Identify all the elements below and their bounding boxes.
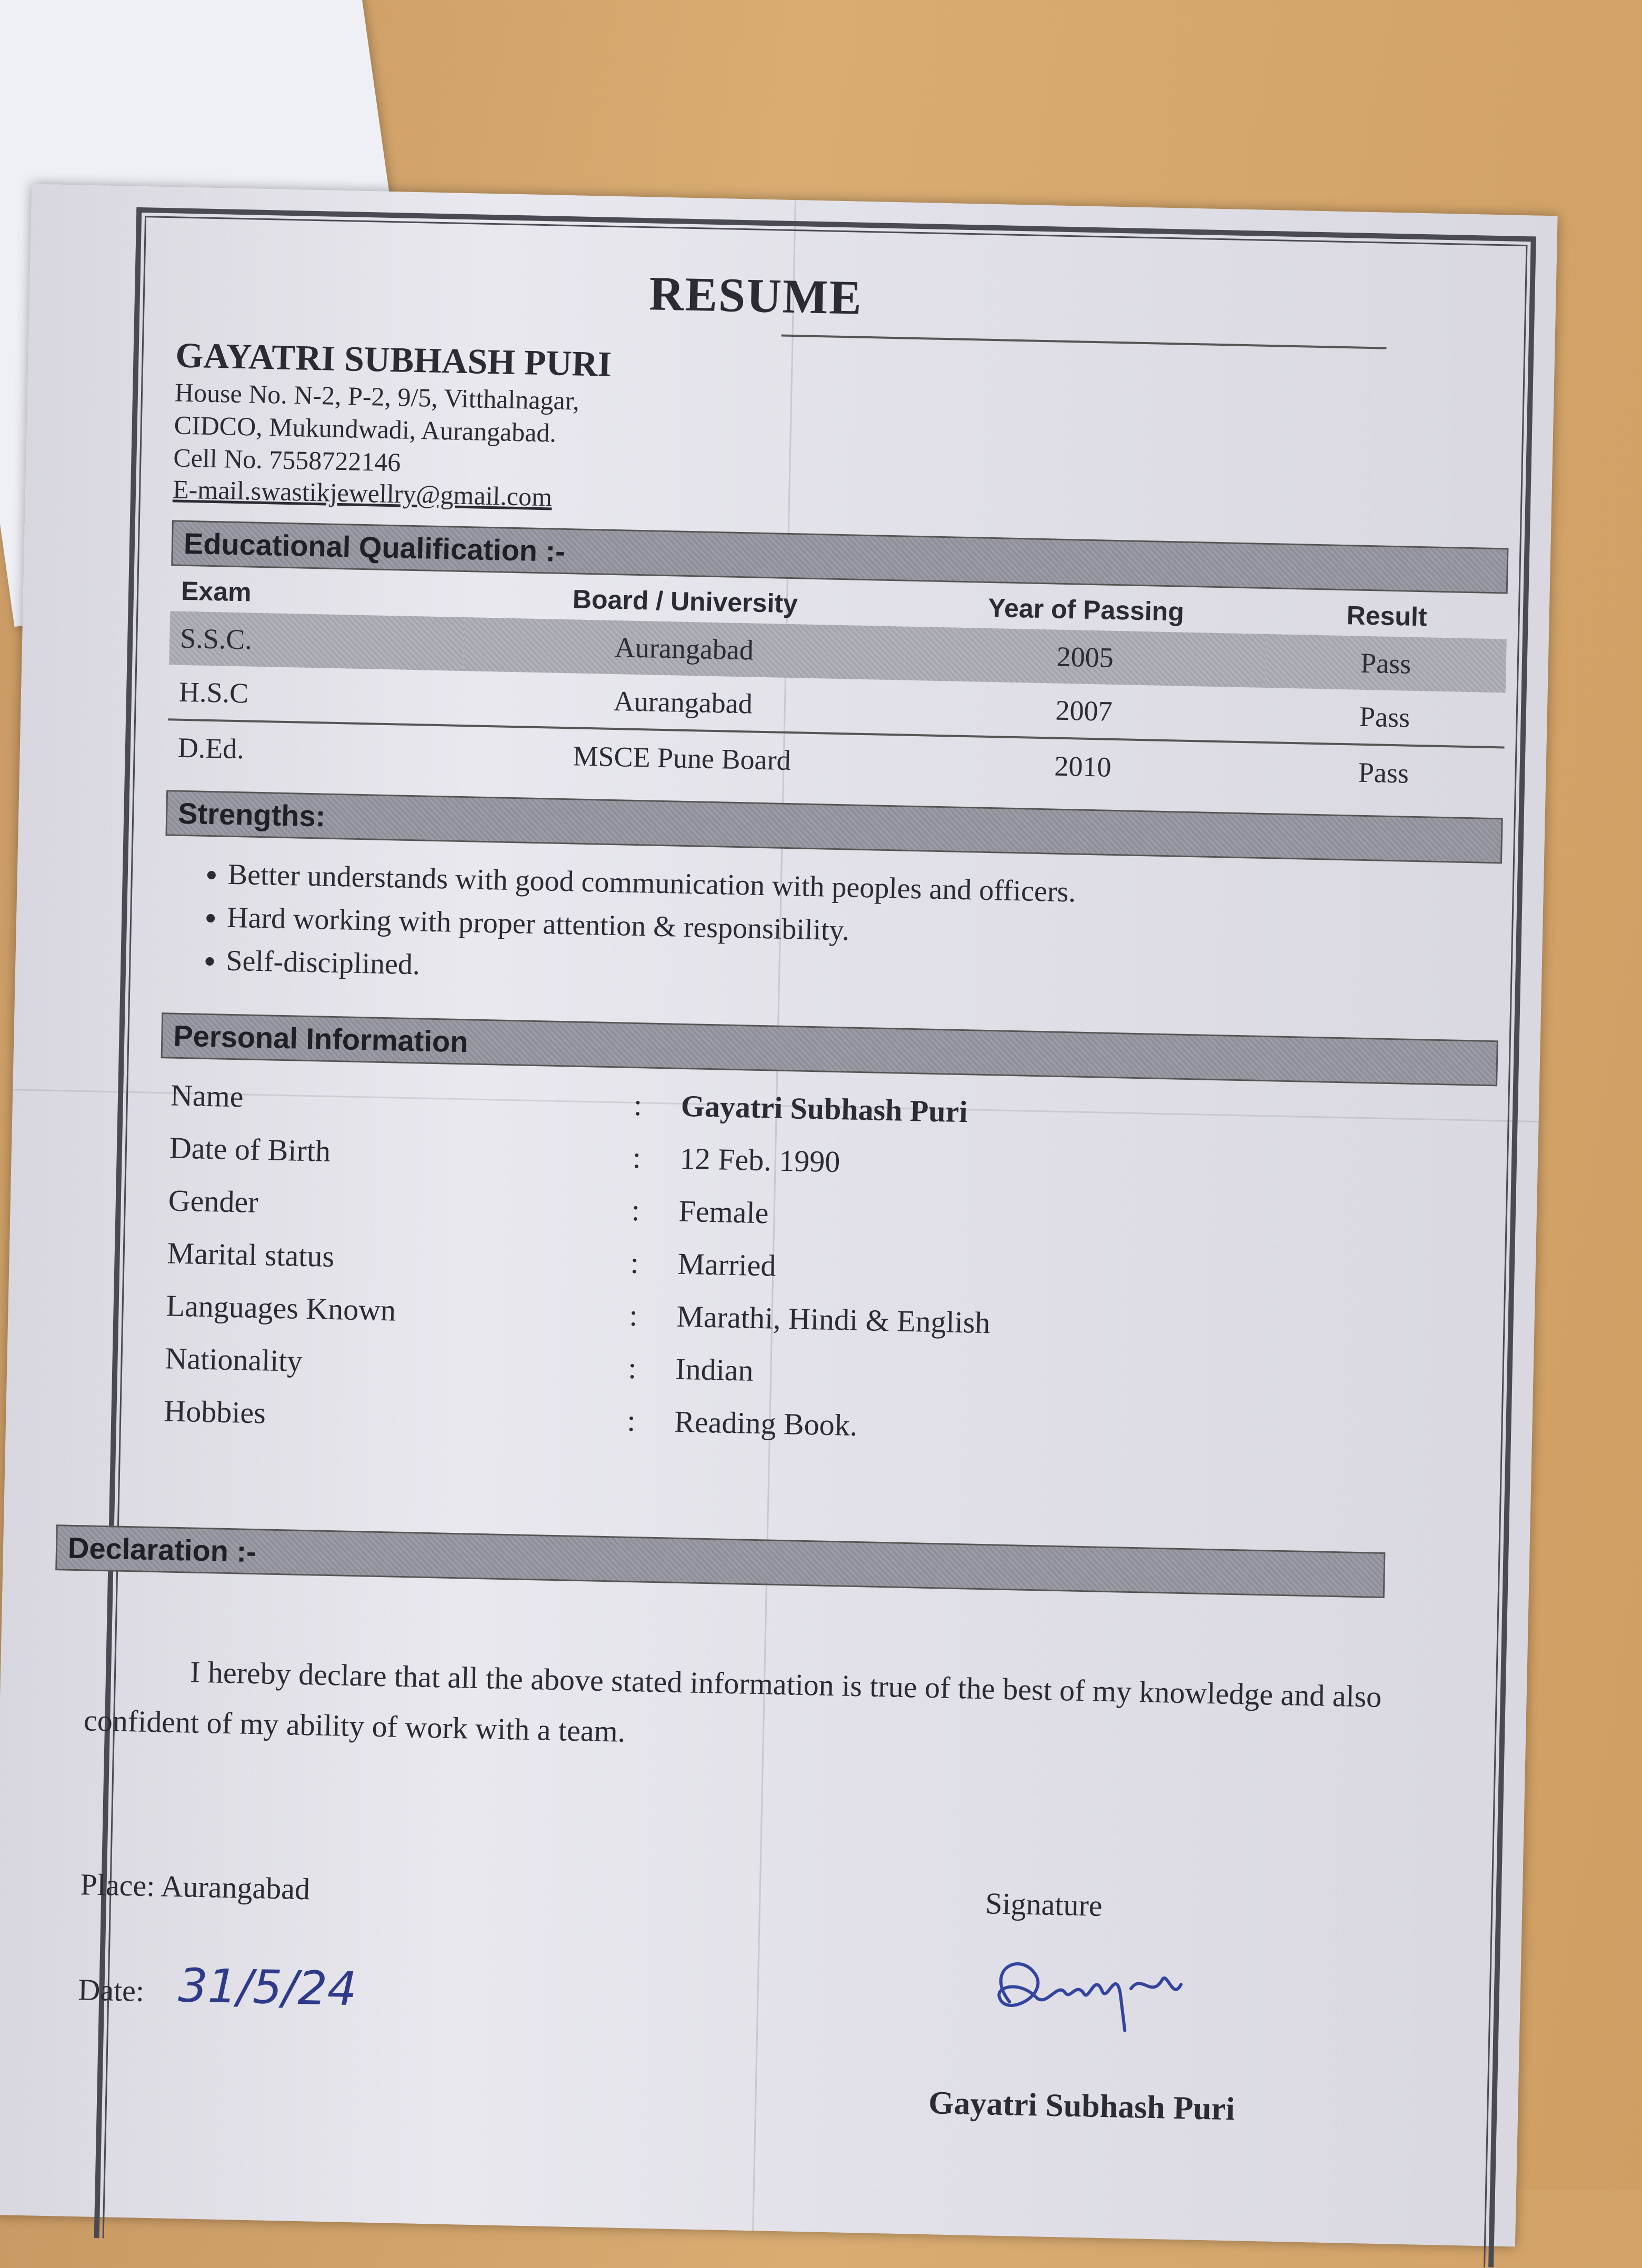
colon-separator: :: [632, 1140, 642, 1175]
cell-board: Aurangabad: [463, 617, 905, 680]
date-handwritten: 31/5/24: [177, 1958, 357, 2016]
cell-result: Pass: [1263, 742, 1504, 802]
declaration-text: I hereby declare that all the above stated information is true of the best of my knowledge and also confident of my ability of work with a team.: [83, 1654, 1382, 1749]
column-header-board: Board / University: [572, 584, 798, 619]
personal-label: Gender: [168, 1183, 259, 1220]
column-header-exam: Exam: [181, 576, 252, 607]
personal-label: Marital status: [167, 1236, 335, 1274]
signature-block: [74, 1866, 1480, 2212]
applicant-name: GAYATRI SUBHASH PURI: [175, 335, 613, 384]
cell-result: Pass: [1265, 634, 1507, 693]
page-title: RESUME: [648, 266, 864, 325]
personal-label: Nationality: [164, 1341, 303, 1378]
address-line-2: CIDCO, Mukundwadi, Aurangabad.: [174, 410, 557, 448]
personal-value: Marathi, Hindi & English: [676, 1299, 991, 1340]
signature-label: Signature: [985, 1886, 1103, 1923]
colon-separator: :: [633, 1087, 643, 1122]
personal-value: Indian: [675, 1351, 754, 1388]
email-address: E-mail.swastikjewellry@gmail.com: [172, 474, 553, 512]
cell-board: Aurangabad: [613, 685, 753, 720]
colon-separator: :: [629, 1245, 639, 1280]
personal-value: 12 Feb. 1990: [679, 1141, 840, 1179]
strengths-heading: Strengths:: [165, 790, 1503, 864]
personal-value: Reading Book.: [674, 1404, 858, 1443]
resume-page: [0, 184, 1558, 2247]
colon-separator: :: [627, 1350, 637, 1386]
list-item: • Better understands with good communication with peoples and officers.: [227, 853, 1501, 923]
colon-separator: :: [631, 1192, 640, 1228]
personal-label: Date of Birth: [169, 1130, 331, 1168]
address-line-1: House No. N-2, P-2, 9/5, Vitthalnagar,: [174, 377, 580, 416]
date-label: Date:: [77, 1972, 145, 2008]
cell-board: MSCE Pune Board: [461, 726, 903, 790]
list-item: • Hard working with proper attention & responsibility.: [226, 896, 1500, 966]
signer-name: Gayatri Subhash Puri: [928, 2085, 1236, 2127]
cell-result: Pass: [1359, 700, 1410, 734]
strengths-list: [199, 852, 1502, 1009]
personal-label: Languages Known: [166, 1288, 396, 1328]
cell-exam: D.Ed.: [167, 719, 462, 780]
cell-exam: H.S.C: [178, 676, 249, 709]
column-header-result: Result: [1346, 600, 1428, 632]
column-header-year: Year of Passing: [987, 593, 1185, 627]
cell-year: 2007: [1055, 694, 1113, 727]
cell-year: 2010: [902, 735, 1264, 797]
handwritten-signature: [972, 1938, 1195, 2048]
personal-label: Name: [170, 1078, 244, 1114]
declaration-heading: Declaration :-: [55, 1524, 1385, 1598]
cell-exam: S.S.C.: [169, 611, 464, 671]
colon-separator: :: [626, 1403, 636, 1438]
personal-info-list: [153, 1069, 1497, 1465]
cell-year: 2005: [904, 627, 1266, 688]
education-heading: Educational Qualification :-: [171, 520, 1508, 594]
personal-value: Female: [678, 1193, 769, 1230]
personal-info-heading: Personal Information: [161, 1012, 1498, 1086]
personal-value: Married: [677, 1246, 777, 1283]
place-line: Place: Aurangabad: [79, 1867, 311, 1906]
colon-separator: :: [628, 1298, 638, 1333]
cell-number: Cell No. 7558722146: [173, 443, 401, 477]
education-table: [167, 566, 1508, 802]
resume-content: [67, 234, 1515, 2211]
personal-label: Hobbies: [163, 1393, 266, 1430]
list-item: • Self-disciplined.: [226, 939, 1500, 1009]
title-rule: [782, 335, 1387, 349]
personal-value: Gayatri Subhash Puri: [680, 1088, 968, 1129]
